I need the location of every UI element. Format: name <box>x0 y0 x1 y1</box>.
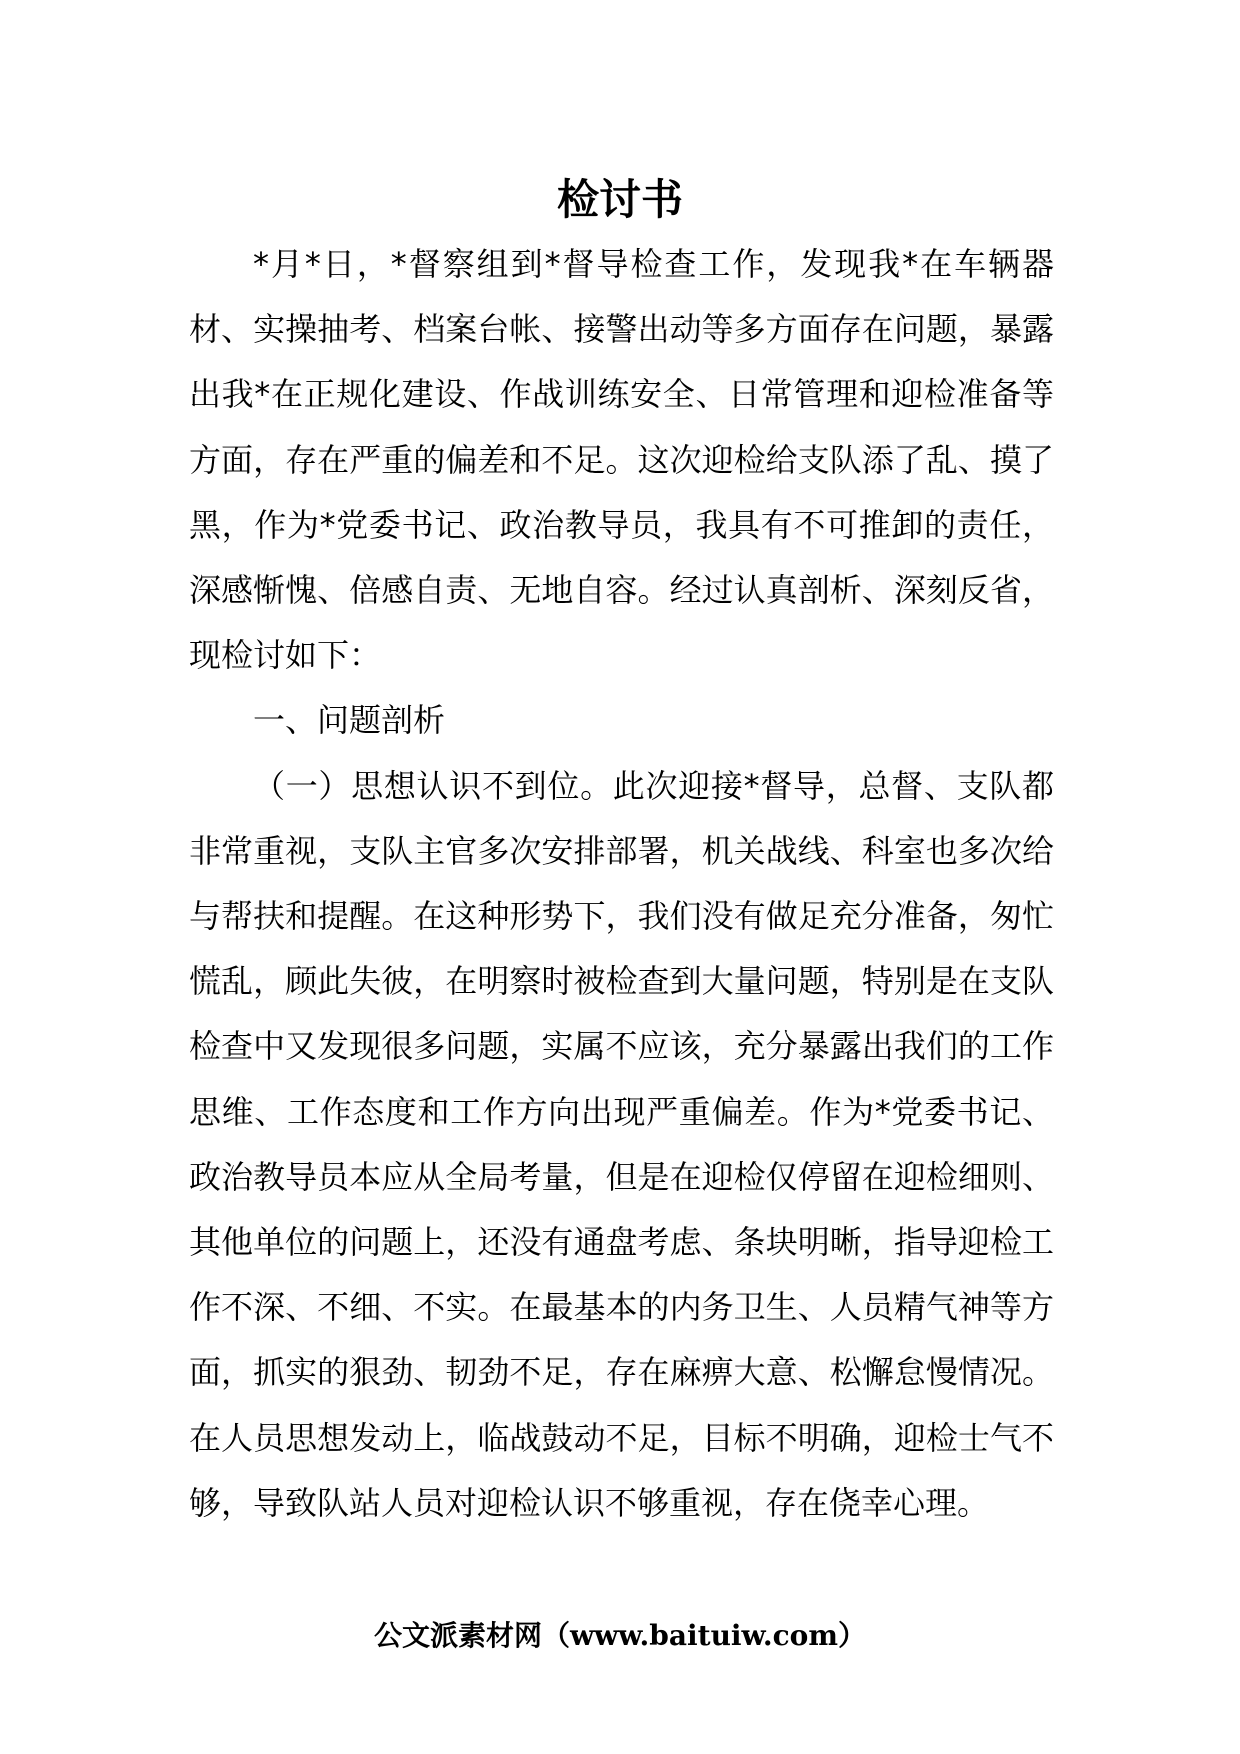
document-title: 检讨书 <box>556 175 683 224</box>
footer-watermark-text: 公文派素材网（www.baituiw.com） <box>374 1619 866 1652</box>
document-body <box>189 232 1054 1536</box>
intro-paragraph: *月*日，*督察组到*督导检查工作，发现我*在车辆器材、实操抽考、档案台帐、接警出动等多方面存在问题，暴露出我*在正规化建设、作战训练安全、日常管理和迎检准备等方面，存在严重的偏差和不足。这次迎检给支队添了乱、摸了黑，作为*党委书记、政治教导员，我具有不可推卸的责任，深感惭愧、倍感自责、无地自容。经过认真剖析、深刻反省，现检讨如下： <box>189 245 1054 675</box>
subsection-paragraph: （一）思想认识不到位。此次迎接*督导，总督、支队都非常重视，支队主官多次安排部署，机关战线、科室也多次给与帮扶和提醒。在这种形势下，我们没有做足充分准备，匆忙慌乱，顾此失彼，在明察时被检查到大量问题，特别是在支队检查中又发现很多问题，实属不应该，充分暴露出我们的工作思维、工作态度和工作方向出现严重偏差。作为*党委书记、政治教导员本应从全局考量，但是在迎检仅停留在迎检细则、其他单位的问题上，还没有通盘考虑、条块明晰，指导迎检工作不深、不细、不实。在最基本的内务卫生、人员精气神等方面，抓实的狠劲、韧劲不足，存在麻痹大意、松懈怠慢情况。在人员思想发动上，临战鼓动不足，目标不明确，迎检士气不够，导致队站人员对迎检认识不够重视，存在侥幸心理。 <box>189 766 1054 1522</box>
section-heading: 一、问题剖析 <box>253 701 446 740</box>
